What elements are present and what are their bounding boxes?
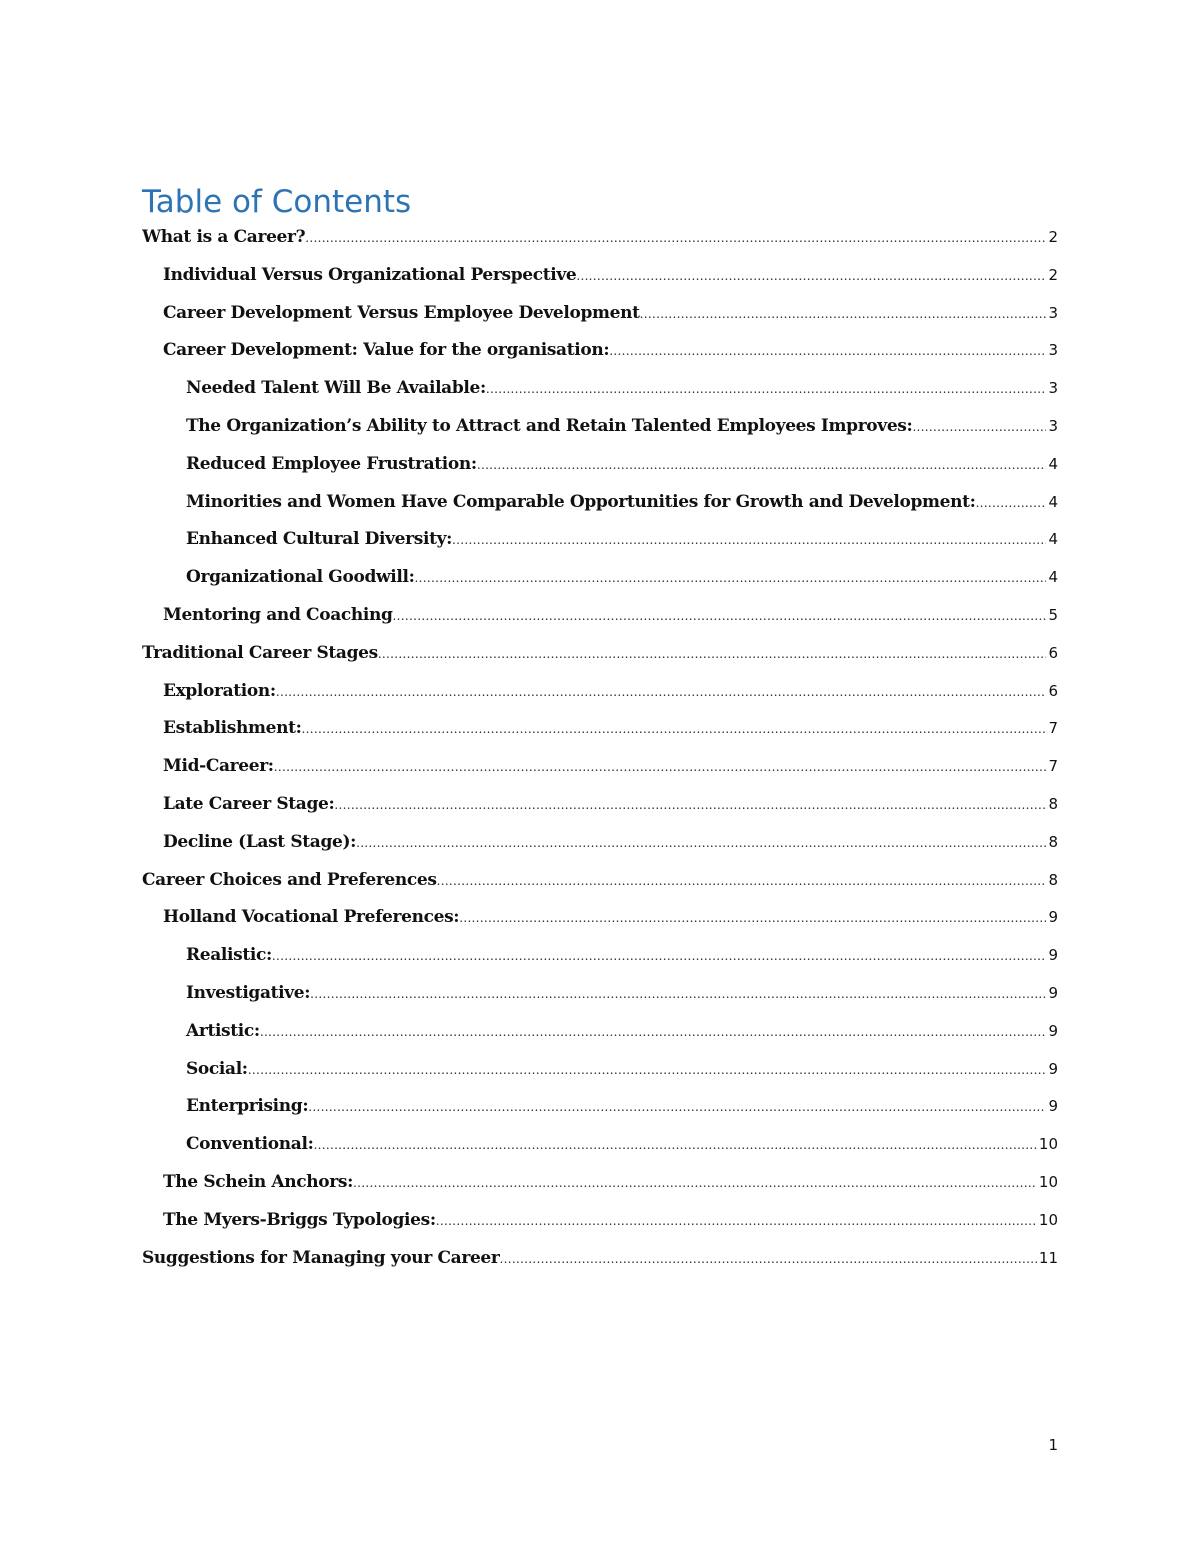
toc-entry[interactable]	[142, 1240, 1058, 1278]
toc-entry[interactable]	[142, 1013, 1058, 1051]
toc-entry-title[interactable]: Career Development: Value for the organisation:	[163, 340, 610, 361]
toc-entry[interactable]	[142, 1088, 1058, 1126]
toc-dot-leader	[302, 711, 1047, 748]
toc-entry-page-number[interactable]: 4	[1048, 454, 1058, 473]
toc-entry-page-number[interactable]: 3	[1048, 303, 1058, 322]
toc-entry-title[interactable]: Career Choices and Preferences	[142, 869, 437, 890]
toc-entry[interactable]	[142, 937, 1058, 975]
toc-entry-page-number[interactable]: 9	[1048, 908, 1058, 927]
toc-entry[interactable]	[142, 862, 1058, 900]
toc-entry-title[interactable]: Establishment:	[163, 718, 302, 739]
toc-entry-page-number[interactable]: 2	[1048, 265, 1058, 284]
toc-heading: Table of Contents	[142, 184, 412, 220]
toc-entry-page-number[interactable]: 8	[1048, 832, 1058, 851]
toc-entry-page-number[interactable]: 3	[1048, 341, 1058, 360]
toc-dot-leader	[356, 825, 1046, 862]
toc-entry-page-number[interactable]: 4	[1048, 530, 1058, 549]
toc-entry[interactable]	[142, 1202, 1058, 1240]
toc-entry[interactable]	[142, 786, 1058, 824]
toc-dot-leader	[486, 371, 1047, 408]
toc-entry[interactable]	[142, 521, 1058, 559]
toc-entry-title[interactable]: The Schein Anchors:	[163, 1171, 354, 1192]
toc-entry-page-number[interactable]: 4	[1048, 568, 1058, 587]
toc-dot-leader	[640, 296, 1047, 333]
table-of-contents	[142, 219, 1058, 1277]
toc-entry[interactable]	[142, 1051, 1058, 1089]
toc-entry[interactable]	[142, 257, 1058, 295]
toc-dot-leader	[609, 333, 1046, 370]
toc-entry[interactable]	[142, 673, 1058, 711]
toc-entry-page-number[interactable]: 9	[1048, 983, 1058, 1002]
toc-entry[interactable]	[142, 635, 1058, 673]
toc-entry-title[interactable]: Organizational Goodwill:	[186, 567, 415, 588]
toc-dot-leader	[477, 447, 1047, 484]
toc-entry-title[interactable]: Holland Vocational Preferences:	[163, 907, 460, 928]
toc-dot-leader	[310, 976, 1046, 1013]
toc-dot-leader	[274, 749, 1047, 786]
toc-dot-leader	[276, 674, 1047, 711]
toc-entry-page-number[interactable]: 10	[1038, 1210, 1058, 1229]
page-number: 1	[1048, 1436, 1058, 1454]
toc-entry[interactable]	[142, 332, 1058, 370]
toc-dot-leader	[415, 560, 1047, 597]
toc-entry-title[interactable]: Decline (Last Stage):	[163, 831, 357, 852]
toc-entry-page-number[interactable]: 2	[1048, 228, 1058, 246]
toc-dot-leader	[334, 787, 1046, 824]
toc-entry[interactable]	[142, 1164, 1058, 1202]
toc-entry-title[interactable]: Career Development Versus Employee Development	[163, 302, 640, 323]
toc-dot-leader	[305, 220, 1046, 257]
toc-entry-title[interactable]: The Organization’s Ability to Attract and Retain Talented Employees Improves:	[186, 415, 913, 436]
toc-entry-title[interactable]: Minorities and Women Have Comparable Opportunities for Growth and Development:	[186, 491, 976, 512]
toc-entry-page-number[interactable]: 6	[1048, 643, 1058, 662]
toc-entry-page-number[interactable]: 8	[1048, 870, 1058, 889]
toc-entry-title[interactable]: Exploration:	[163, 680, 276, 701]
toc-entry-page-number[interactable]: 9	[1048, 946, 1058, 965]
toc-entry-page-number[interactable]: 6	[1048, 681, 1058, 700]
toc-entry[interactable]	[142, 295, 1058, 333]
toc-entry[interactable]	[142, 219, 1058, 257]
toc-entry-title[interactable]: Mentoring and Coaching	[163, 604, 393, 625]
toc-entry-page-number[interactable]: 5	[1048, 605, 1058, 624]
toc-entry-title[interactable]: Traditional Career Stages	[142, 642, 378, 663]
toc-entry-title[interactable]: Investigative:	[186, 982, 311, 1003]
toc-entry-page-number[interactable]: 4	[1048, 492, 1058, 511]
toc-dot-leader	[248, 1052, 1047, 1089]
toc-entry-page-number[interactable]: 3	[1048, 416, 1058, 435]
toc-dot-leader	[272, 938, 1047, 975]
toc-dot-leader	[436, 1203, 1037, 1240]
toc-dot-leader	[459, 900, 1046, 937]
toc-entry[interactable]	[142, 975, 1058, 1013]
toc-entry-title[interactable]: Needed Talent Will Be Available:	[186, 378, 486, 399]
toc-entry-page-number[interactable]: 7	[1048, 757, 1058, 776]
toc-entry-title[interactable]: Suggestions for Managing your Career	[142, 1247, 500, 1268]
toc-dot-leader	[912, 409, 1046, 446]
toc-entry[interactable]	[142, 899, 1058, 937]
toc-dot-leader	[499, 1241, 1036, 1278]
toc-entry-title[interactable]: Mid-Career:	[163, 756, 274, 777]
toc-dot-leader	[976, 485, 1047, 522]
toc-entry-page-number[interactable]: 9	[1048, 1097, 1058, 1116]
toc-dot-leader	[437, 863, 1047, 900]
toc-entry-page-number[interactable]: 3	[1048, 379, 1058, 398]
toc-entry-page-number[interactable]: 7	[1048, 719, 1058, 738]
toc-entry[interactable]	[142, 408, 1058, 446]
toc-dot-leader	[452, 522, 1046, 559]
toc-entry-title[interactable]: Late Career Stage:	[163, 793, 335, 814]
toc-entry[interactable]	[142, 559, 1058, 597]
toc-entry-page-number[interactable]: 8	[1048, 794, 1058, 813]
toc-entry[interactable]	[142, 446, 1058, 484]
toc-entry-title[interactable]: Reduced Employee Frustration:	[186, 453, 477, 474]
toc-entry-page-number[interactable]: 11	[1038, 1248, 1058, 1267]
toc-dot-leader	[260, 1014, 1047, 1051]
toc-entry-title[interactable]: Enhanced Cultural Diversity:	[186, 529, 453, 550]
toc-entry[interactable]	[142, 1126, 1058, 1164]
toc-entry-title[interactable]: Social:	[186, 1058, 248, 1079]
toc-entry-title[interactable]: Enterprising:	[186, 1096, 309, 1117]
toc-entry-title[interactable]: Conventional:	[186, 1134, 314, 1155]
toc-entry-title[interactable]: What is a Career?	[142, 227, 306, 247]
toc-entry-title[interactable]: Artistic:	[186, 1020, 260, 1041]
toc-entry-page-number[interactable]: 9	[1048, 1059, 1058, 1078]
toc-dot-leader	[353, 1165, 1037, 1202]
toc-dot-leader	[393, 598, 1047, 635]
toc-dot-leader	[314, 1127, 1037, 1164]
toc-entry-page-number[interactable]: 9	[1048, 1021, 1058, 1040]
toc-entry-title[interactable]: The Myers-Briggs Typologies:	[163, 1209, 436, 1230]
toc-dot-leader	[576, 258, 1046, 295]
toc-entry[interactable]	[142, 370, 1058, 408]
toc-entry-title[interactable]: Realistic:	[186, 945, 272, 966]
toc-entry-page-number[interactable]: 10	[1038, 1172, 1058, 1191]
toc-dot-leader	[378, 636, 1047, 673]
toc-entry[interactable]	[142, 824, 1058, 862]
toc-entry-title[interactable]: Individual Versus Organizational Perspective	[163, 264, 577, 285]
toc-entry[interactable]	[142, 597, 1058, 635]
toc-entry[interactable]	[142, 748, 1058, 786]
toc-entry[interactable]	[142, 710, 1058, 748]
toc-dot-leader	[308, 1089, 1046, 1126]
toc-entry[interactable]	[142, 484, 1058, 522]
toc-entry-page-number[interactable]: 10	[1038, 1135, 1058, 1154]
